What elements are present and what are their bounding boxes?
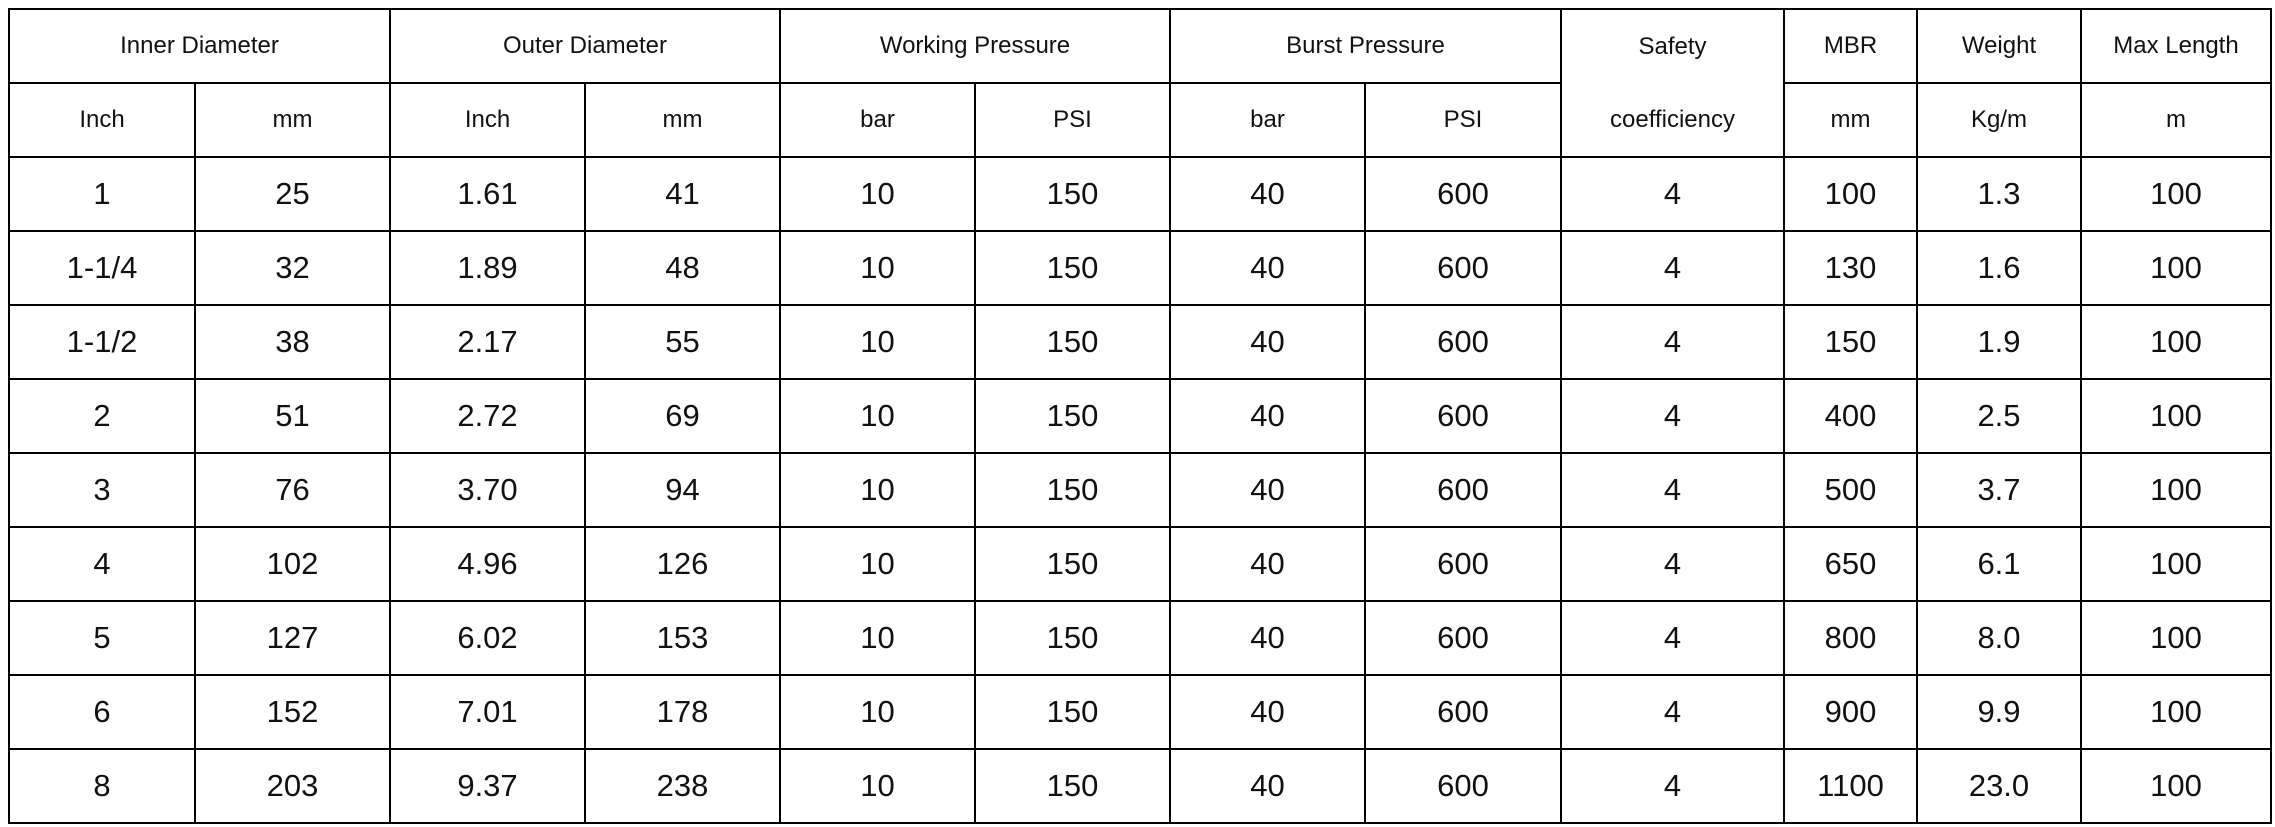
header-row-groups bbox=[9, 9, 2271, 83]
cell-od-inch: 2.17 bbox=[390, 305, 585, 379]
cell-od-mm: 55 bbox=[585, 305, 780, 379]
cell-id-mm: 32 bbox=[195, 231, 390, 305]
cell-mbr: 1100 bbox=[1784, 749, 1917, 823]
table-row bbox=[9, 305, 2271, 379]
cell-max-length: 100 bbox=[2081, 231, 2271, 305]
cell-safety: 4 bbox=[1561, 601, 1784, 675]
cell-max-length: 100 bbox=[2081, 453, 2271, 527]
subheader-id-mm: mm bbox=[195, 83, 390, 157]
cell-wp-bar: 10 bbox=[780, 675, 975, 749]
cell-mbr: 500 bbox=[1784, 453, 1917, 527]
subheader-max-length: m bbox=[2081, 83, 2271, 157]
cell-id-inch: 1-1/4 bbox=[9, 231, 195, 305]
cell-bp-bar: 40 bbox=[1170, 749, 1365, 823]
cell-weight: 8.0 bbox=[1917, 601, 2081, 675]
subheader-bp-bar: bar bbox=[1170, 83, 1365, 157]
table-row bbox=[9, 379, 2271, 453]
header-mbr: MBR bbox=[1784, 9, 1917, 83]
cell-bp-psi: 600 bbox=[1365, 157, 1561, 231]
cell-mbr: 400 bbox=[1784, 379, 1917, 453]
cell-wp-psi: 150 bbox=[975, 453, 1170, 527]
cell-id-inch: 2 bbox=[9, 379, 195, 453]
subheader-od-mm: mm bbox=[585, 83, 780, 157]
cell-id-mm: 127 bbox=[195, 601, 390, 675]
cell-od-mm: 48 bbox=[585, 231, 780, 305]
cell-bp-psi: 600 bbox=[1365, 749, 1561, 823]
cell-od-inch: 1.61 bbox=[390, 157, 585, 231]
cell-max-length: 100 bbox=[2081, 305, 2271, 379]
cell-weight: 2.5 bbox=[1917, 379, 2081, 453]
cell-weight: 6.1 bbox=[1917, 527, 2081, 601]
cell-id-inch: 4 bbox=[9, 527, 195, 601]
cell-bp-psi: 600 bbox=[1365, 453, 1561, 527]
cell-od-mm: 126 bbox=[585, 527, 780, 601]
cell-id-inch: 5 bbox=[9, 601, 195, 675]
cell-od-mm: 41 bbox=[585, 157, 780, 231]
header-outer-diameter: Outer Diameter bbox=[390, 9, 780, 83]
cell-weight: 1.6 bbox=[1917, 231, 2081, 305]
cell-wp-bar: 10 bbox=[780, 157, 975, 231]
table-row bbox=[9, 749, 2271, 823]
cell-id-mm: 102 bbox=[195, 527, 390, 601]
spec-table-container bbox=[8, 8, 2272, 824]
cell-mbr: 130 bbox=[1784, 231, 1917, 305]
cell-id-mm: 38 bbox=[195, 305, 390, 379]
table-row bbox=[9, 231, 2271, 305]
cell-bp-bar: 40 bbox=[1170, 231, 1365, 305]
cell-bp-bar: 40 bbox=[1170, 157, 1365, 231]
cell-bp-bar: 40 bbox=[1170, 379, 1365, 453]
cell-mbr: 650 bbox=[1784, 527, 1917, 601]
cell-mbr: 900 bbox=[1784, 675, 1917, 749]
cell-id-inch: 6 bbox=[9, 675, 195, 749]
cell-bp-psi: 600 bbox=[1365, 379, 1561, 453]
table-row bbox=[9, 453, 2271, 527]
cell-od-mm: 69 bbox=[585, 379, 780, 453]
cell-id-mm: 203 bbox=[195, 749, 390, 823]
cell-safety: 4 bbox=[1561, 453, 1784, 527]
subheader-id-inch: Inch bbox=[9, 83, 195, 157]
cell-safety: 4 bbox=[1561, 157, 1784, 231]
cell-bp-bar: 40 bbox=[1170, 453, 1365, 527]
cell-wp-psi: 150 bbox=[975, 305, 1170, 379]
header-working-pressure: Working Pressure bbox=[780, 9, 1170, 83]
cell-wp-bar: 10 bbox=[780, 527, 975, 601]
cell-id-mm: 25 bbox=[195, 157, 390, 231]
cell-max-length: 100 bbox=[2081, 601, 2271, 675]
cell-bp-psi: 600 bbox=[1365, 527, 1561, 601]
cell-max-length: 100 bbox=[2081, 749, 2271, 823]
subheader-wp-bar: bar bbox=[780, 83, 975, 157]
subheader-wp-psi: PSI bbox=[975, 83, 1170, 157]
header-weight: Weight bbox=[1917, 9, 2081, 83]
cell-od-mm: 178 bbox=[585, 675, 780, 749]
subheader-mbr: mm bbox=[1784, 83, 1917, 157]
header-safety: Safety bbox=[1561, 9, 1784, 83]
cell-max-length: 100 bbox=[2081, 379, 2271, 453]
subheader-weight: Kg/m bbox=[1917, 83, 2081, 157]
cell-max-length: 100 bbox=[2081, 527, 2271, 601]
hose-spec-table bbox=[8, 8, 2272, 824]
cell-safety: 4 bbox=[1561, 675, 1784, 749]
cell-wp-psi: 150 bbox=[975, 749, 1170, 823]
cell-weight: 3.7 bbox=[1917, 453, 2081, 527]
header-row-units bbox=[9, 83, 2271, 157]
cell-safety: 4 bbox=[1561, 305, 1784, 379]
cell-wp-psi: 150 bbox=[975, 601, 1170, 675]
cell-wp-psi: 150 bbox=[975, 157, 1170, 231]
cell-wp-bar: 10 bbox=[780, 231, 975, 305]
cell-bp-psi: 600 bbox=[1365, 675, 1561, 749]
cell-safety: 4 bbox=[1561, 527, 1784, 601]
subheader-bp-psi: PSI bbox=[1365, 83, 1561, 157]
cell-wp-bar: 10 bbox=[780, 379, 975, 453]
cell-safety: 4 bbox=[1561, 749, 1784, 823]
cell-id-inch: 1 bbox=[9, 157, 195, 231]
cell-od-mm: 153 bbox=[585, 601, 780, 675]
cell-mbr: 100 bbox=[1784, 157, 1917, 231]
cell-max-length: 100 bbox=[2081, 157, 2271, 231]
cell-wp-bar: 10 bbox=[780, 453, 975, 527]
cell-wp-bar: 10 bbox=[780, 305, 975, 379]
cell-bp-psi: 600 bbox=[1365, 601, 1561, 675]
cell-od-inch: 9.37 bbox=[390, 749, 585, 823]
cell-safety: 4 bbox=[1561, 231, 1784, 305]
cell-bp-psi: 600 bbox=[1365, 231, 1561, 305]
cell-id-inch: 8 bbox=[9, 749, 195, 823]
cell-id-mm: 76 bbox=[195, 453, 390, 527]
cell-od-inch: 6.02 bbox=[390, 601, 585, 675]
cell-wp-bar: 10 bbox=[780, 601, 975, 675]
cell-id-inch: 1-1/2 bbox=[9, 305, 195, 379]
subheader-od-inch: Inch bbox=[390, 83, 585, 157]
cell-wp-psi: 150 bbox=[975, 379, 1170, 453]
table-row bbox=[9, 601, 2271, 675]
cell-bp-psi: 600 bbox=[1365, 305, 1561, 379]
cell-od-mm: 94 bbox=[585, 453, 780, 527]
cell-max-length: 100 bbox=[2081, 675, 2271, 749]
cell-id-mm: 51 bbox=[195, 379, 390, 453]
table-row bbox=[9, 157, 2271, 231]
cell-mbr: 800 bbox=[1784, 601, 1917, 675]
cell-id-mm: 152 bbox=[195, 675, 390, 749]
cell-wp-bar: 10 bbox=[780, 749, 975, 823]
cell-bp-bar: 40 bbox=[1170, 527, 1365, 601]
cell-od-inch: 3.70 bbox=[390, 453, 585, 527]
table-row bbox=[9, 675, 2271, 749]
subheader-safety: coefficiency bbox=[1561, 83, 1784, 157]
cell-safety: 4 bbox=[1561, 379, 1784, 453]
cell-wp-psi: 150 bbox=[975, 675, 1170, 749]
cell-od-mm: 238 bbox=[585, 749, 780, 823]
cell-weight: 9.9 bbox=[1917, 675, 2081, 749]
header-max-length: Max Length bbox=[2081, 9, 2271, 83]
cell-od-inch: 2.72 bbox=[390, 379, 585, 453]
cell-od-inch: 7.01 bbox=[390, 675, 585, 749]
cell-wp-psi: 150 bbox=[975, 527, 1170, 601]
cell-id-inch: 3 bbox=[9, 453, 195, 527]
cell-wp-psi: 150 bbox=[975, 231, 1170, 305]
header-burst-pressure: Burst Pressure bbox=[1170, 9, 1561, 83]
table-row bbox=[9, 527, 2271, 601]
cell-weight: 23.0 bbox=[1917, 749, 2081, 823]
cell-mbr: 150 bbox=[1784, 305, 1917, 379]
cell-weight: 1.3 bbox=[1917, 157, 2081, 231]
cell-od-inch: 1.89 bbox=[390, 231, 585, 305]
header-inner-diameter: Inner Diameter bbox=[9, 9, 390, 83]
cell-weight: 1.9 bbox=[1917, 305, 2081, 379]
cell-od-inch: 4.96 bbox=[390, 527, 585, 601]
cell-bp-bar: 40 bbox=[1170, 601, 1365, 675]
cell-bp-bar: 40 bbox=[1170, 675, 1365, 749]
cell-bp-bar: 40 bbox=[1170, 305, 1365, 379]
